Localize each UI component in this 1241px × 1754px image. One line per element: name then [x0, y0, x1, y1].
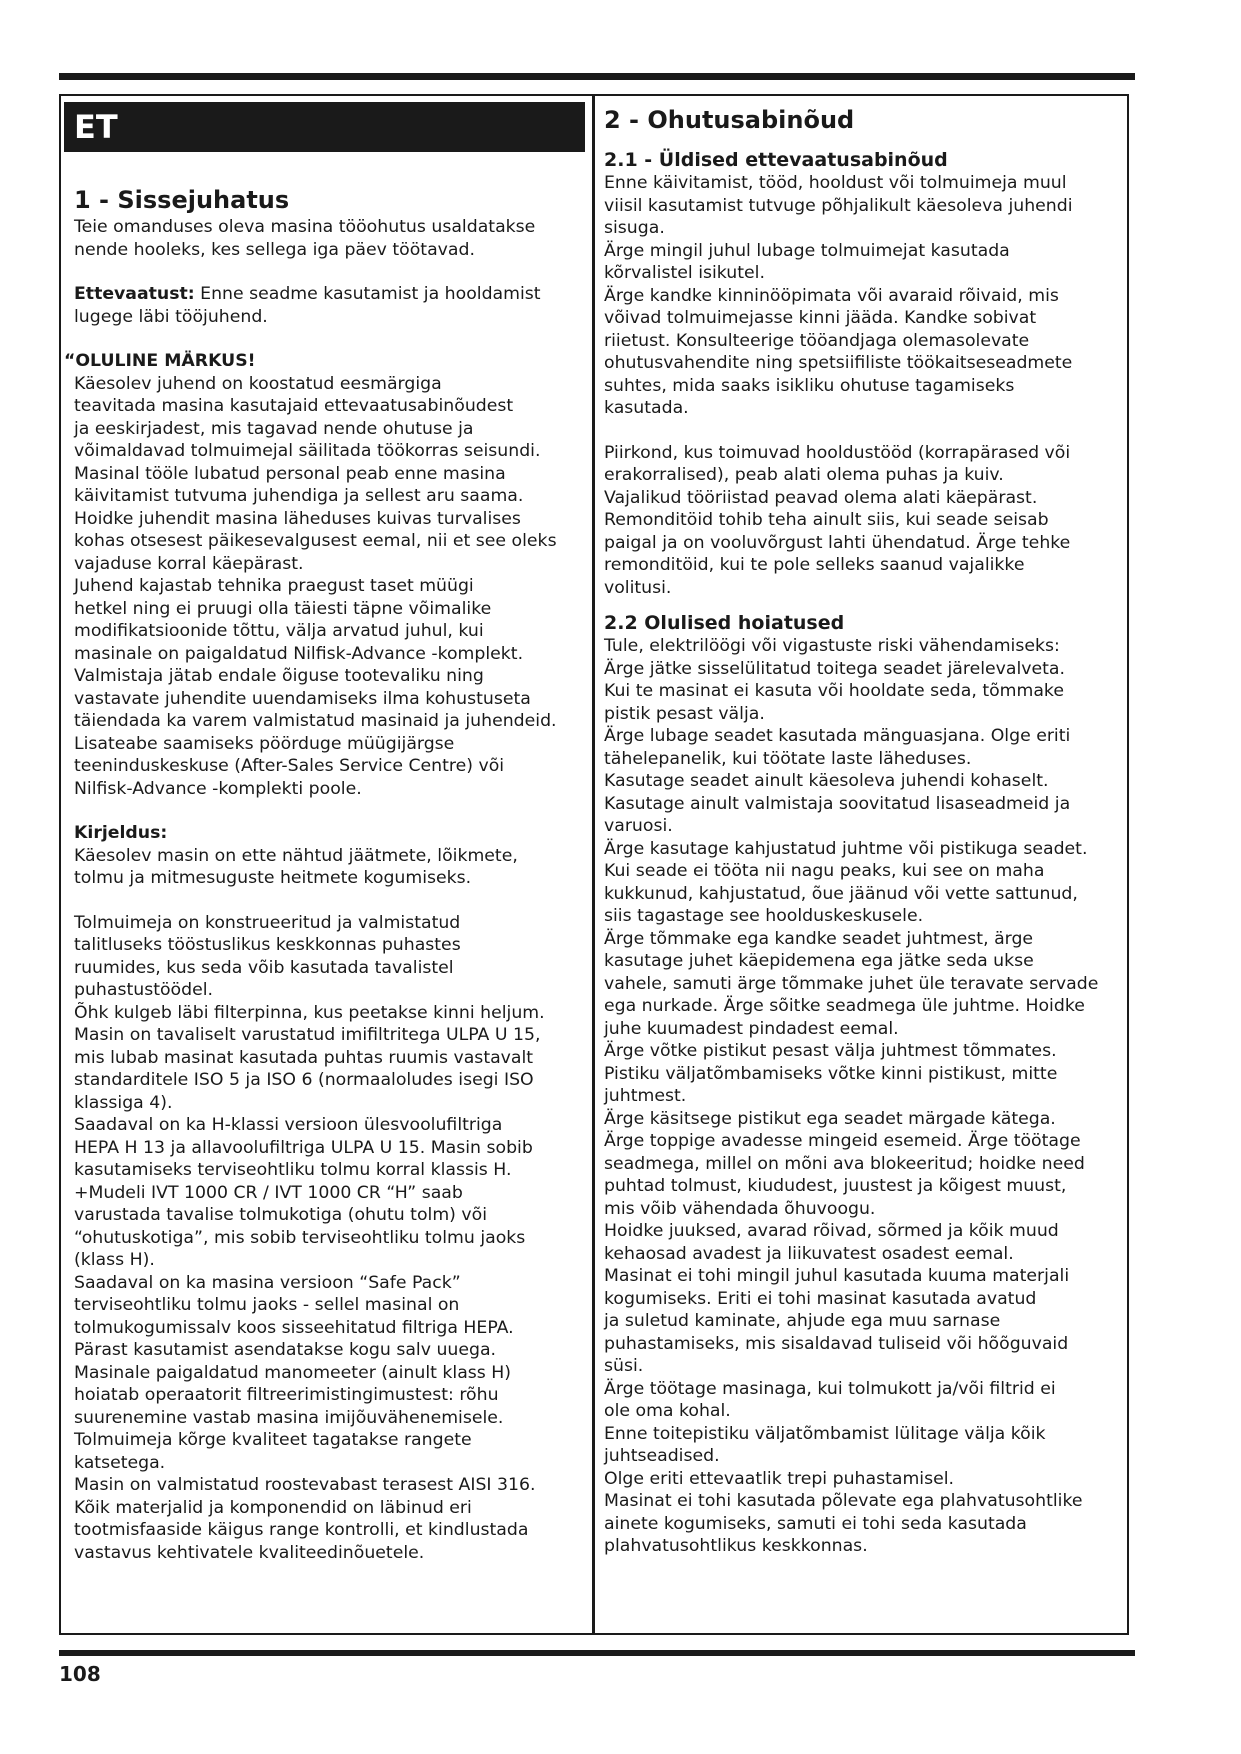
text-line: juhe kuumadest pindadest eemal. [604, 1018, 899, 1039]
text-line: suhtes, mida saaks isikliku ohutuse tagamiseks [604, 375, 1015, 396]
text-line: Masin on tavaliselt varustatud imifiltritega ULPA U 15, [74, 1025, 541, 1045]
text-line: Tule, elektrilöögi või vigastuste riski vähendamiseks: [604, 636, 1060, 656]
text-line: ega nurkade. Ärge sõitke seadmega üle juhtme. Hoidke [604, 996, 1085, 1016]
text-line: seadmega, millel on mõni ava blokeeritud; hoidke need [604, 1153, 1085, 1174]
important-warnings-text [604, 635, 1119, 1558]
text-line: Käesolev juhend on koostatud eesmärgiga [74, 373, 442, 394]
text-line: Masinal tööle lubatud personal peab enne masina [74, 463, 506, 484]
text-line: volitusi. [604, 577, 672, 598]
general-precautions-text [604, 172, 1119, 420]
text-line: Ärge tõmmake ega kandke seadet juhtmest, ärge [604, 928, 1034, 949]
text-line: Ärge mingil juhul lubage tolmuimejat kasutada [604, 240, 1010, 261]
text-line: standarditele ISO 5 ja ISO 6 (normaaloludes isegi ISO [74, 1070, 534, 1090]
description-label: Kirjeldus: [74, 823, 168, 843]
intro-title: 1 - Sissejuhatus [74, 186, 290, 214]
text-line: kõrvalistel isikutel. [604, 263, 765, 283]
text-line: Ärge lubage seadet kasutada mänguasjana. Olge eriti [604, 726, 1071, 746]
text-line: nende hooleks, kes sellega iga päev töötavad. [74, 239, 475, 260]
text-line: hetkel ning ei pruugi olla täiesti täpne võimalike [74, 598, 492, 619]
text-line: ohutusvahendite ning spetsiifiliste töökaitseseadmete [604, 353, 1073, 373]
text-line: remonditöid, kui te pole selleks saanud vajalikke [604, 555, 1025, 575]
column-divider [592, 94, 595, 1635]
caution-text-2: lugege läbi tööjuhend. [74, 306, 268, 327]
text-line: Vajalikud tööriistad peavad olema alati käepärast. [604, 487, 1038, 508]
text-line: suurenemine vastab masina imijõuvähenemisele. [74, 1407, 504, 1428]
text-line: sisuga. [604, 218, 665, 238]
text-line: Ärge jätke sisselülitatud toitega seadet järelevalveta. [604, 658, 1065, 679]
text-line: Ärge töötage masinaga, kui tolmukott ja/või filtrid ei [604, 1378, 1056, 1399]
text-line: süsi. [604, 1356, 644, 1376]
caution-label: Ettevaatust: [74, 284, 195, 304]
text-line: Nilfisk-Advance -komplekti poole. [74, 778, 362, 799]
text-line: Ärge võtke pistikut pesast välja juhtmest tõmmates. [604, 1041, 1057, 1061]
text-line: puhastustöödel. [74, 980, 214, 1000]
text-line: Pärast kasutamist asendatakse kogu salv uuega. [74, 1340, 497, 1360]
right-column [604, 104, 1119, 1558]
text-line: vastavate juhendite uuendamiseks ilma kohustuseta [74, 688, 531, 709]
description-text [74, 845, 584, 890]
text-line: juhtseadised. [604, 1446, 720, 1466]
text-line: Hoidke juhendit masina läheduses kuivas turvalises [74, 508, 521, 529]
text-line: teeninduskeskuse (After-Sales Service Centre) või [74, 756, 505, 776]
text-line: plahvatusohtlikus keskkonnas. [604, 1536, 868, 1556]
text-line: tolmukogumissalv koos sisseehitatud filtriga HEPA. [74, 1317, 514, 1338]
text-line: pistik pesast välja. [604, 703, 765, 724]
text-line: võivad tolmuimejasse kinni jääda. Kandke sobivat [604, 308, 1037, 328]
text-line: erakorralised), peab alati olema puhas ja kuiv. [604, 465, 1004, 485]
text-line: mis lubab masinat kasutada puhtas ruumis vastavalt [74, 1047, 534, 1068]
text-line: ja eeskirjadest, mis tagavad nende ohutuse ja [74, 418, 474, 439]
text-line: Remonditöid tohib teha ainult siis, kui seade seisab [604, 510, 1049, 530]
text-line: modifikatsioonide tõttu, välja arvatud juhul, kui [74, 621, 484, 641]
text-line: tähelepanelik, kui töötate laste läheduses. [604, 748, 972, 769]
text-line: Valmistaja jätab endale õiguse tootevaliku ning [74, 666, 484, 686]
text-line: klassiga 4). [74, 1092, 173, 1113]
text-line: varuosi. [604, 816, 673, 836]
caution-paragraph [74, 283, 584, 306]
text-line: Kui seade ei tööta nii nagu peaks, kui see on maha [604, 861, 1045, 881]
text-line: ja suletud kaminate, ahjude ega muu sarnase [604, 1311, 1001, 1331]
text-line: juhtmest. [604, 1086, 687, 1106]
text-line: mis võib vähendada õhuvoogu. [604, 1198, 876, 1219]
text-line: Käesolev masin on ette nähtud jäätmete, lõikmete, [74, 845, 518, 866]
text-line: Lisateabe saamiseks pöörduge müügijärgse [74, 733, 455, 754]
text-line: teavitada masina kasutajaid ettevaatusabinõudest [74, 396, 514, 416]
text-line: puhtad tolmust, kiududest, juustest ja kõigest muust, [604, 1176, 1067, 1196]
text-line: (klass H). [74, 1250, 155, 1270]
text-line: Õhk kulgeb läbi filterpinna, kus peetakse kinni heljum. [74, 1002, 545, 1023]
important-text [74, 373, 584, 801]
text-line: talitluseks tööstuslikus keskkonnas puhastes [74, 935, 461, 955]
text-line: Olge eriti ettevaatlik trepi puhastamisel. [604, 1468, 955, 1489]
bottom-rule [59, 1650, 1135, 1656]
text-line: katsetega. [74, 1452, 166, 1473]
text-line: Enne toitepistiku väljatõmbamist lülitage välja kõik [604, 1423, 1046, 1444]
text-line: ole oma kohal. [604, 1401, 731, 1421]
important-label: “OLULINE MÄRKUS! [64, 351, 256, 371]
text-line: Ärge käsitsege pistikut ega seadet märgade kätega. [604, 1108, 1056, 1129]
text-line: Pistiku väljatõmbamiseks võtke kinni pistikust, mitte [604, 1063, 1058, 1084]
text-line: kohas otsesest päikesevalgusest eemal, nii et see oleks [74, 531, 557, 551]
text-line: Hoidke juuksed, avarad rõivad, sõrmed ja kõik muud [604, 1221, 1059, 1241]
text-line: Tolmuimeja on konstrueeritud ja valmistatud [74, 912, 461, 933]
text-line: võimaldavad tolmuimejal säilitada töökorras seisundi. [74, 441, 541, 461]
text-line: Kasutage seadet ainult käesoleva juhendi kohaselt. [604, 771, 1049, 791]
text-line: Masin on valmistatud roostevabast terasest AISI 316. [74, 1475, 536, 1495]
text-line: Kõik materjalid ja komponendid on läbinud eri [74, 1497, 472, 1518]
text-line: masinale on paigaldatud Nilfisk-Advance -komplekt. [74, 643, 524, 664]
text-line: Ärge toppige avadesse mingeid esemeid. Ärge töötage [604, 1131, 1081, 1151]
text-line: käivitamist tutvuma juhendiga ja sellest aru saama. [74, 486, 524, 506]
text-line: Masinat ei tohi kasutada põlevate ega plahvatusohtlike [604, 1491, 1083, 1511]
safety-title: 2 - Ohutusabinõud [604, 106, 855, 134]
left-column [64, 184, 584, 1564]
text-line: Ärge kandke kinninööpimata või avaraid rõivaid, mis [604, 285, 1059, 306]
text-line: Masinat ei tohi mingil juhul kasutada kuuma materjali [604, 1266, 1070, 1286]
text-line: siis tagastage see hoolduskeskusele. [604, 906, 924, 926]
maintenance-area-text [604, 442, 1119, 600]
text-line: paigal ja on vooluvõrgust lahti ühendatud. Ärge tehke [604, 532, 1071, 553]
text-line: Kui te masinat ei kasuta või hooldate seda, tõmmake [604, 681, 1064, 701]
text-line: Piirkond, kus toimuvad hooldustööd (korrapärased või [604, 442, 1071, 463]
text-line: Masinale paigaldatud manomeeter (ainult klass H) [74, 1362, 512, 1383]
text-line: Teie omanduses oleva masina tööohutus usaldatakse [74, 217, 536, 237]
intro-text [74, 216, 584, 261]
text-line: Juhend kajastab tehnika praegust taset müügi [74, 576, 474, 596]
text-line: kasutada. [604, 398, 689, 418]
text-line: ruumides, kus seda võib kasutada tavalistel [74, 957, 454, 978]
text-line: kukkunud, kahjustatud, õue jäänud või vette sattunud, [604, 883, 1078, 904]
text-line: vastavus kehtivatele kvaliteedinõuetele. [74, 1542, 425, 1563]
text-line: viisil kasutamist tutvuge põhjalikult käesoleva juhendi [604, 195, 1073, 216]
text-line: “ohutuskotiga”, mis sobib terviseohtliku tolmu jaoks [74, 1227, 526, 1248]
text-line: vahele, samuti ärge tõmmake juhet üle teravate servade [604, 973, 1099, 994]
text-line: puhastamiseks, mis sisaldavad tuliseid või hõõguvaid [604, 1333, 1069, 1354]
text-line: Tolmuimeja kõrge kvaliteet tagatakse rangete [74, 1430, 472, 1450]
text-line: tolmu ja mitmesuguste heitmete kogumiseks. [74, 868, 472, 888]
text-line: Kasutage ainult valmistaja soovitatud lisaseadmeid ja [604, 793, 1071, 814]
text-line: ainete kogumiseks, samuti ei tohi seda kasutada [604, 1513, 1027, 1534]
general-precautions-title: 2.1 - Üldised ettevaatusabinõud [604, 149, 948, 171]
page-number: 108 [59, 1662, 101, 1686]
top-rule [59, 73, 1135, 80]
text-line: kasutamiseks terviseohtliku tolmu korral klassis H. [74, 1160, 512, 1180]
text-line: Ärge kasutage kahjustatud juhtme või pistikuga seadet. [604, 838, 1088, 859]
text-line: Enne käivitamist, tööd, hooldust või tolmuimeja muul [604, 173, 1067, 193]
text-line: +Mudeli IVT 1000 CR / IVT 1000 CR “H” saab [74, 1182, 463, 1203]
text-line: kasutage juhet käepidemena ega jätke seda ukse [604, 951, 1034, 971]
text-line: Saadaval on ka H-klassi versioon ülesvoolufiltriga [74, 1115, 503, 1135]
text-line: hoiatab operaatorit filtreerimistingimustest: rõhu [74, 1385, 499, 1405]
text-line: täiendada ka varem valmistatud masinaid ja juhendeid. [74, 711, 557, 731]
language-tab: ET [64, 102, 585, 152]
text-line: tootmisfaaside käigus range kontrolli, et kindlustada [74, 1520, 529, 1540]
text-line: kehaosad avadest ja liikuvatest osadest eemal. [604, 1243, 1014, 1264]
text-line: vajaduse korral käepärast. [74, 553, 304, 574]
vacuum-text [74, 912, 584, 1565]
text-line: terviseohtliku tolmu jaoks - sellel masinal on [74, 1295, 460, 1315]
text-line: varustada tavalise tolmukotiga (ohutu tolm) või [74, 1205, 488, 1225]
important-warnings-title: 2.2 Olulised hoiatused [604, 612, 845, 634]
text-line: HEPA H 13 ja allavoolufiltriga ULPA U 15. Masin sobib [74, 1137, 533, 1158]
text-line: kogumiseks. Eriti ei tohi masinat kasutada avatud [604, 1288, 1037, 1309]
text-line: riietust. Konsulteerige tööandjaga olemasolevate [604, 330, 1030, 351]
text-line: Saadaval on ka masina versioon “Safe Pack” [74, 1272, 461, 1293]
caution-text: Enne seadme kasutamist ja hooldamist [194, 284, 541, 304]
